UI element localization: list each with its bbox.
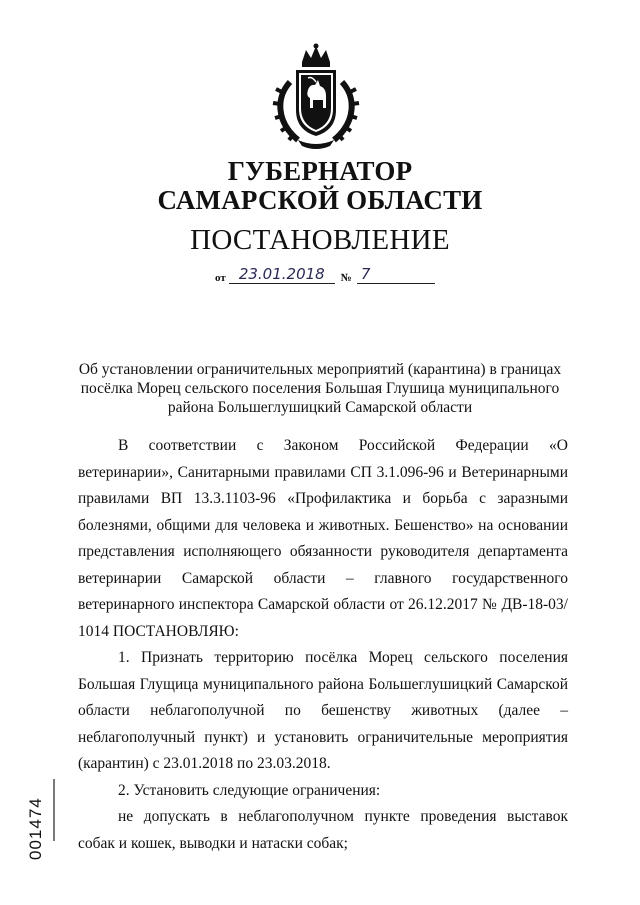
handwritten-date: 23.01.2018 xyxy=(229,265,335,284)
handwritten-number: 7 xyxy=(357,265,435,284)
authority-title: ГУБЕРНАТОР xyxy=(227,156,413,186)
document-type: ПОСТАНОВЛЕНИЕ xyxy=(190,224,450,256)
preamble-paragraph: В соответствии с Законом Российской Федерации «О ветеринарии», Санитарными правилами СП 3.1.096-96 и Ветеринарными правилами ВП 13.3.1103-96 «Профилактика и борьба с заразными болезнями, общими для человека и животных. Бешенство» на основании представления исполняющего обязанности руководителя департамента ветеринарии Самарской области – главного государственного ветеринарного инспектора Самарской области от 26.12.2017 № ДВ-18-03/ 1014 ПОСТАНОВЛЯЮ: xyxy=(78,437,568,640)
date-number-line xyxy=(215,265,435,284)
item-1-paragraph: 1. Признать территорию посёлка Морец сельского поселения Большая Глущица муниципального района Большеглушицкий Самарской области неблагополучной по бешенству животных (далее – неблагополучный пункт) и установить ограничительные мероприятия (карантин) с 23.01.2018 по 23.03.2018. xyxy=(78,649,568,772)
document-body xyxy=(78,433,568,857)
samara-coat-of-arms-icon xyxy=(268,42,364,150)
serial-divider xyxy=(52,775,74,845)
item-2-paragraph: 2. Установить следующие ограничения: xyxy=(118,781,381,799)
date-label: от xyxy=(215,272,226,284)
authority-region: САМАРСКОЙ ОБЛАСТИ xyxy=(157,185,483,215)
item-2-sub-1-paragraph: не допускать в неблагополучном пункте проведения выставок собак и кошек, выводки и натаски собак; xyxy=(78,808,568,852)
number-label: № xyxy=(340,272,352,284)
document-subject: Об установлении ограничительных мероприятий (карантина) в границах посёлка Морец сельского поселения Большая Глушица муниципального района Большеглушицкий Самарской области xyxy=(78,361,562,416)
serial-number: 001474 xyxy=(26,797,45,860)
